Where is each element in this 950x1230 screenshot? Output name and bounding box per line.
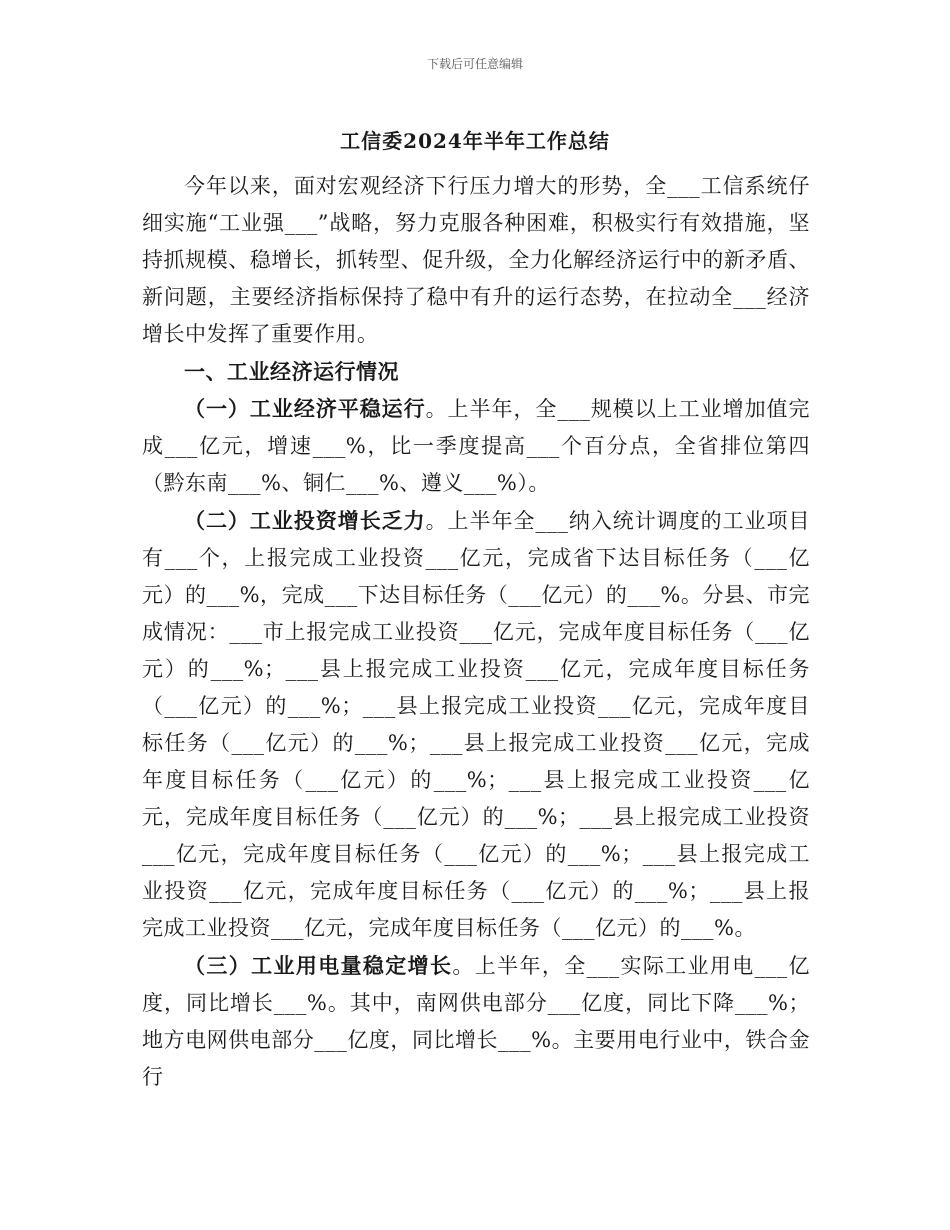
document-body xyxy=(142,168,810,1096)
item-text-2: 。上半年全___纳入统计调度的工业项目有___个，上报完成工业投资___亿元，完成省下达目标任务（___亿元）的___%，完成___下达目标任务（___亿元）的___%。分县、市完成情况：___市上报完成工业投资___亿元，完成年度目标任务（___亿元）的___%；___县上报完成工业投资___亿元，完成年度目标任务（___亿元）的___%；___县上报完成工业投资___亿元，完成年度目标任务（___亿元）的___%；___县上报完成工业投资___亿元，完成年度目标任务（___亿元）的___%；___县上报完成工业投资___亿元，完成年度目标任务（___亿元）的___%；___县上报完成工业投资___亿元，完成年度目标任务（___亿元）的___%；___县上报完成工业投资___亿元，完成年度目标任务（___亿元）的___%；___县上报完成工业投资___亿元，完成年度目标任务（___亿元）的___%。 xyxy=(142,509,810,940)
document-title: 工信委2024年半年工作总结 xyxy=(340,129,610,153)
item-text-3: 。上半年，全___实际工业用电___亿度，同比增长___%。其中，南网供电部分___亿度，同比下降___%；地方电网供电部分___亿度，同比增长___%。主要用电行业中，铁合金行 xyxy=(142,954,811,1089)
header-note: 下载后可任意编辑 xyxy=(426,57,523,71)
item-paragraph-3 xyxy=(142,947,810,1096)
item-lead-3: （三）工业用电量稳定增长 xyxy=(184,953,453,978)
item-text-1: 。上半年，全___规模以上工业增加值完成___亿元，增速___%，比一季度提高___个百分点，全省排位第四（黔东南___%、铜仁___%、遵义___%）。 xyxy=(142,397,810,495)
item-lead-1: （一）工业经济平稳运行 xyxy=(184,396,426,421)
section-heading: 一、工业经济运行情况 xyxy=(184,359,399,384)
item-paragraph-1 xyxy=(142,390,810,502)
item-lead-2: （二）工业投资增长乏力 xyxy=(184,508,426,533)
item-paragraph-2 xyxy=(142,502,810,947)
intro-paragraph: 今年以来，面对宏观经济下行压力增大的形势，全___工信系统仔细实施“工业强___”战略，努力克服各种困难，积极实行有效措施，坚持抓规模、稳增长，抓转型、促升级，全力化解经济运行中的新矛盾、新问题，主要经济指标保持了稳中有升的运行态势，在拉动全___经济增长中发挥了重要作用。 xyxy=(142,174,810,346)
